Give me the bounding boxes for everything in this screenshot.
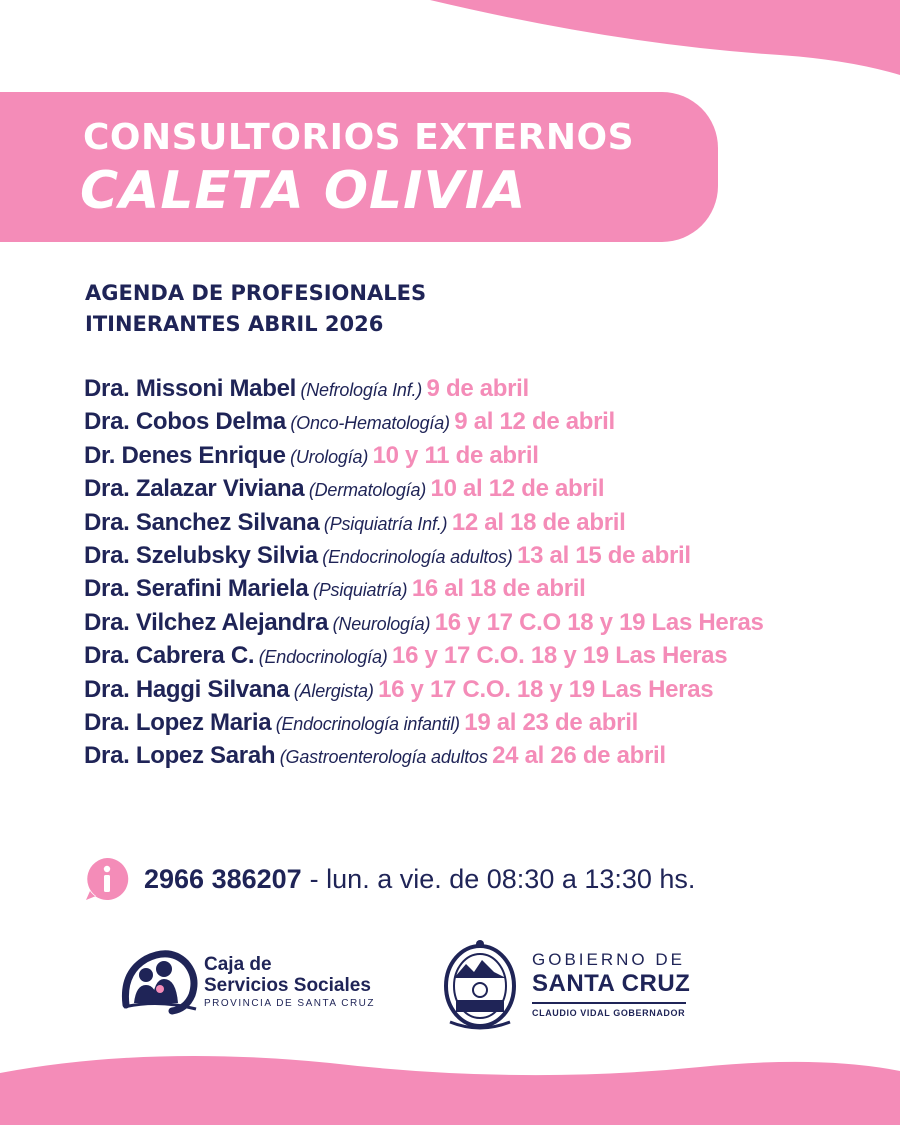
- professional-specialty: (Neurología): [332, 613, 431, 634]
- professional-name: Dra. Lopez Sarah: [84, 742, 276, 770]
- phone-number[interactable]: 2966 386207: [144, 863, 302, 894]
- professional-name: Dra. Cabrera C.: [84, 642, 255, 670]
- professional-specialty: (Psiquiatría): [312, 580, 408, 601]
- agenda-heading: [85, 278, 426, 340]
- title-line-1: CONSULTORIOS EXTERNOS: [83, 117, 635, 158]
- professional-name: Dra. Missoni Mabel: [84, 375, 296, 402]
- professional-name: Dra. Lopez Maria: [84, 708, 272, 736]
- caja-province: PROVINCIA DE SANTA CRUZ: [204, 997, 376, 1009]
- gobierno-santa-cruz-logo: [442, 938, 690, 1030]
- professional-dates: 10 y 11 de abril: [372, 441, 539, 469]
- coat-of-arms-icon: [442, 938, 518, 1030]
- list-item: [84, 639, 884, 672]
- family-logo-icon: [120, 945, 198, 1017]
- list-item: [84, 472, 884, 505]
- professional-dates: 13 al 15 de abril: [517, 541, 691, 569]
- professional-specialty: (Dermatología): [308, 480, 427, 501]
- contact-line: [84, 856, 695, 902]
- professional-specialty: (Endocrinología): [258, 647, 388, 668]
- professional-dates: 10 al 12 de abril: [430, 475, 605, 503]
- list-item: [84, 739, 884, 772]
- professional-specialty: (Urología): [290, 446, 369, 467]
- professional-name: Dra. Zalazar Viviana: [84, 475, 305, 503]
- professional-specialty: (Onco-Hematología): [290, 413, 450, 434]
- professional-name: Dra. Serafini Mariela: [84, 575, 309, 603]
- gobierno-governor: CLAUDIO VIDAL GOBERNADOR: [532, 1008, 686, 1018]
- professional-name: Dra. Haggi Silvana: [84, 675, 290, 703]
- professional-name: Dra. Szelubsky Silvia: [84, 541, 318, 569]
- agenda-heading-line-1: AGENDA DE PROFESIONALES: [85, 281, 427, 305]
- professional-dates: 9 de abril: [426, 375, 529, 402]
- bottom-pink-wave: [0, 1045, 900, 1125]
- professional-dates: 12 al 18 de abril: [451, 508, 626, 536]
- professional-dates: 16 y 17 C.O 18 y 19 Las Heras: [434, 608, 764, 636]
- professional-dates: 9 al 12 de abril: [454, 408, 615, 436]
- caja-name-line-2: Servicios Sociales: [204, 974, 371, 996]
- list-item: [84, 673, 884, 706]
- office-hours: - lun. a vie. de 08:30 a 13:30 hs.: [309, 863, 696, 894]
- professional-name: Dra. Vilchez Alejandra: [84, 608, 329, 636]
- professional-dates: 16 y 17 C.O. 18 y 19 Las Heras: [378, 675, 714, 703]
- list-item: [84, 539, 884, 572]
- list-item: [84, 706, 884, 739]
- professional-specialty: (Endocrinología adultos): [322, 546, 513, 567]
- professional-name: Dr. Denes Enrique: [84, 441, 286, 469]
- caja-name-line-1: Caja de: [204, 953, 272, 975]
- professional-specialty: (Endocrinología infantil): [275, 713, 460, 734]
- list-item: [84, 372, 884, 405]
- gobierno-line-1: GOBIERNO DE: [532, 950, 685, 969]
- list-item: [84, 439, 884, 472]
- professional-dates: 16 y 17 C.O. 18 y 19 Las Heras: [392, 642, 728, 670]
- info-icon: [84, 856, 130, 902]
- list-item: [84, 405, 884, 438]
- professional-dates: 24 al 26 de abril: [492, 742, 666, 770]
- top-pink-wave: [0, 0, 900, 80]
- gobierno-divider: [532, 1002, 686, 1004]
- professional-name: Dra. Sanchez Silvana: [84, 508, 320, 536]
- professional-dates: 19 al 23 de abril: [464, 708, 638, 736]
- professional-specialty: (Alergista): [293, 680, 374, 701]
- agenda-heading-line-2: ITINERANTES ABRIL 2026: [85, 312, 384, 336]
- professional-specialty: (Psiquiatría Inf.): [323, 513, 448, 534]
- title-line-2: CALETA OLIVIA: [80, 161, 527, 221]
- list-item: [84, 606, 884, 639]
- professional-dates: 16 al 18 de abril: [411, 575, 586, 603]
- professional-specialty: (Nefrología Inf.): [300, 380, 423, 400]
- list-item: [84, 506, 884, 539]
- gobierno-line-2: SANTA CRUZ: [532, 970, 691, 997]
- caja-servicios-sociales-logo: [120, 945, 375, 1017]
- professional-specialty: (Gastroenterología adultos: [279, 747, 488, 768]
- list-item: [84, 572, 884, 605]
- professional-name: Dra. Cobos Delma: [84, 408, 286, 436]
- professionals-list: [84, 372, 884, 773]
